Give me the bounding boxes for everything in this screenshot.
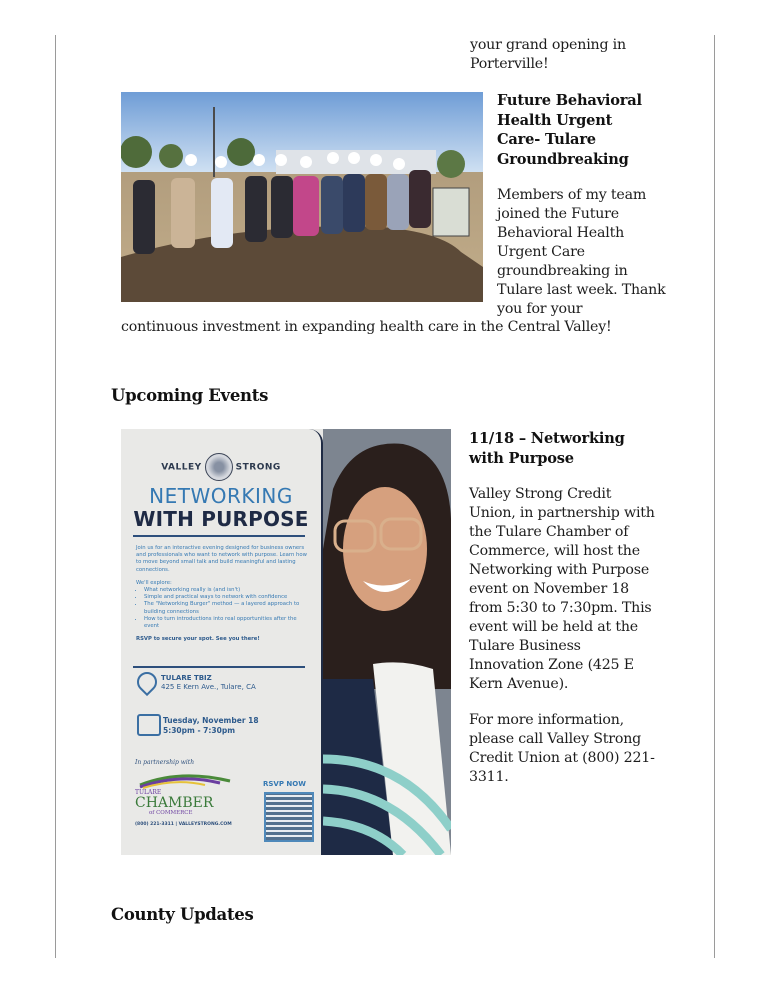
flyer-rsvp-now: RSVP NOW <box>263 780 306 788</box>
qr-code-icon <box>264 792 314 842</box>
flyer-explore-label: We'll explore: <box>136 579 172 586</box>
flyer-rsvp-line: RSVP to secure your spot. See you there! <box>136 636 260 643</box>
flyer-contact: (800) 221-3311 | VALLEYSTRONG.COM <box>135 822 232 827</box>
flyer-intro-text: Join us for an interactive evening designed for business owners and professionals who want to network with purpose. Learn how to move beyond small talk and build meaningful and lasting connections. <box>136 545 307 573</box>
flyer-intro <box>136 545 311 643</box>
chamber-sub: of COMMERCE <box>149 810 193 816</box>
continued-paragraph: your grand opening in Porterville! <box>470 37 626 72</box>
portrait-illustration <box>323 429 451 855</box>
flyer-venue <box>161 674 256 692</box>
flyer-text-panel <box>121 429 323 855</box>
flyer-date: Tuesday, November 18 <box>163 716 259 725</box>
chamber-top: TULARE <box>135 789 162 796</box>
tulare-chamber-logo <box>135 769 235 829</box>
flyer-venue-name: TULARE TBIZ <box>161 674 212 682</box>
groundbreaking-title: Future Behavioral Health Urgent Care- Tulare Groundbreaking <box>497 92 642 168</box>
flyer-divider <box>133 666 305 668</box>
page-border-right <box>714 35 715 958</box>
flyer-bullets <box>136 587 311 630</box>
flyer-title-line1: NETWORKING <box>149 484 293 508</box>
flyer-bullet: • How to turn introductions into real opportunities after the event <box>144 616 311 630</box>
event-flyer <box>121 429 451 855</box>
location-pin-icon <box>133 668 161 696</box>
flyer-venue-address: 425 E Kern Ave., Tulare, CA <box>161 683 256 691</box>
valley-strong-logo <box>121 453 321 481</box>
county-updates-heading: County Updates <box>111 905 254 924</box>
flyer-bullet: • The "Networking Burger" method — a layered approach to building connections <box>144 601 311 615</box>
flyer-partnership-label: In partnership with <box>135 759 195 766</box>
groundbreaking-photo-illustration <box>121 92 483 302</box>
event-paragraph-2: For more information, please call Valley Strong Credit Union at (800) 221-3311. <box>469 712 655 785</box>
event-paragraph-1: Valley Strong Credit Union, in partnership with the Tulare Chamber of Commerce, will host the Networking with Purpose event on November 18 from 5:30 to 7:30pm. This event will be held at the Tulare Business Innovation Zone (425 E Kern Avenue). <box>469 486 655 692</box>
flyer-title-line2: WITH PURPOSE <box>133 507 309 531</box>
flyer-time: 5:30pm - 7:30pm <box>163 726 236 735</box>
brand-right: STRONG <box>235 462 281 473</box>
groundbreaking-body-tail: continuous investment in expanding health care in the Central Valley! <box>121 319 612 335</box>
flyer-datetime <box>163 716 259 736</box>
chamber-swoosh-icon <box>135 769 235 789</box>
calendar-icon <box>137 714 161 736</box>
flyer-divider <box>133 535 305 537</box>
flyer-bullet: • What networking really is (and isn't) <box>144 587 311 594</box>
groundbreaking-body: Members of my team joined the Future Behavioral Health Urgent Care groundbreaking in Tulare last week. Thank you for your <box>497 187 666 317</box>
brand-left: VALLEY <box>161 462 202 473</box>
chamber-main: CHAMBER <box>135 795 214 811</box>
event-title: 11/18 – Networking with Purpose <box>469 430 625 467</box>
seal-icon <box>205 453 233 481</box>
upcoming-events-heading: Upcoming Events <box>111 386 269 405</box>
groundbreaking-photo <box>121 92 483 302</box>
page-border-left <box>55 35 56 958</box>
flyer-bullet: • Simple and practical ways to network with confidence <box>144 594 311 601</box>
flyer-portrait-photo <box>323 429 451 855</box>
